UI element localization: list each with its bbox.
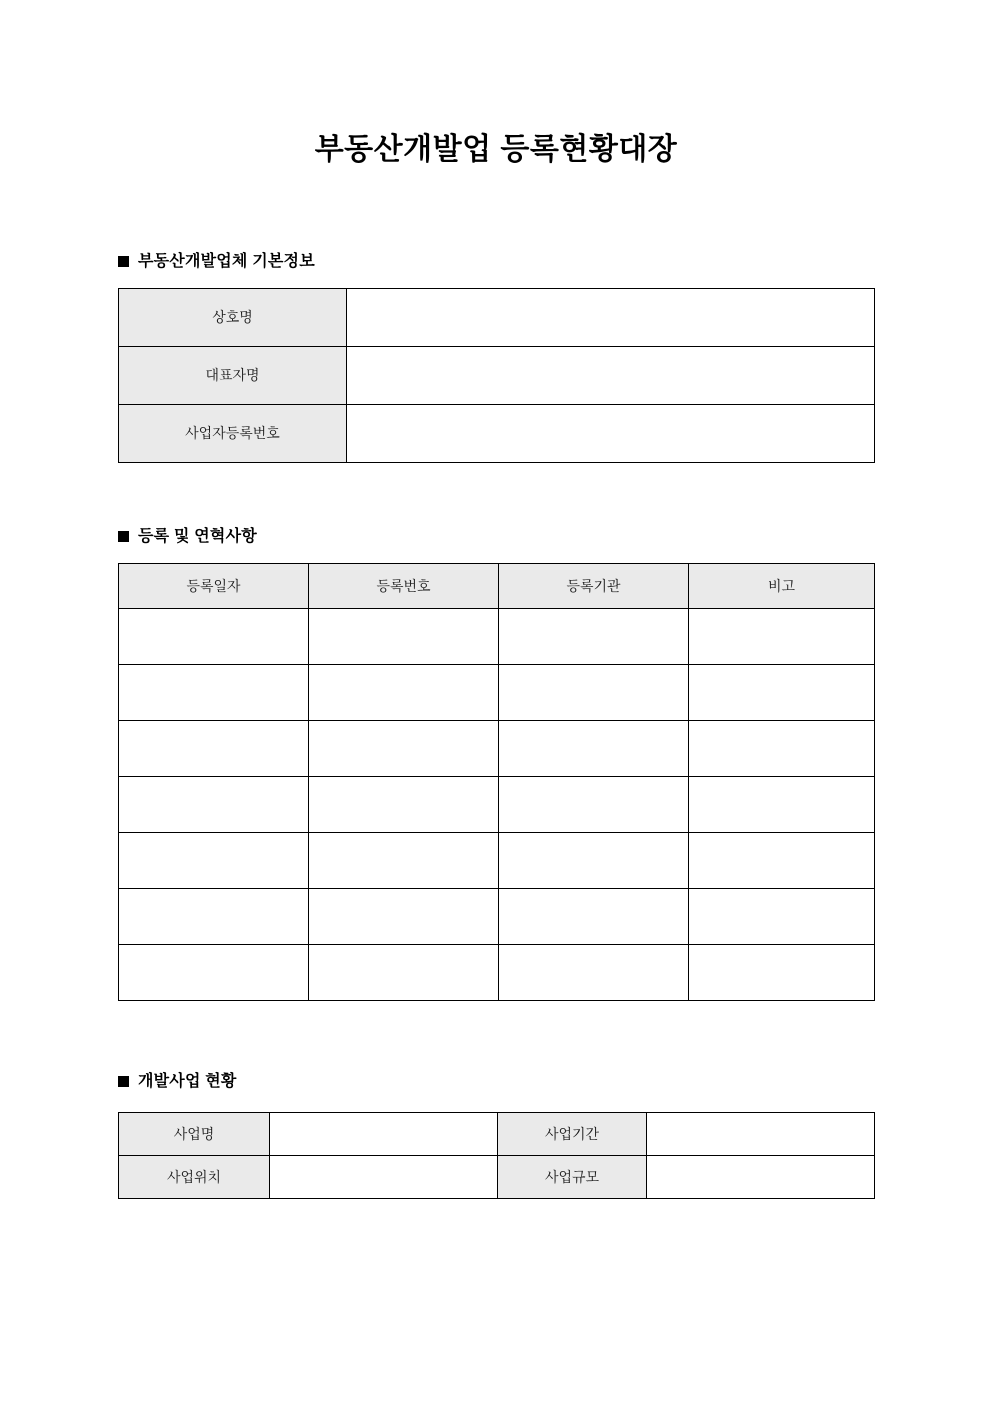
cell-remarks[interactable] <box>689 777 875 833</box>
cell-registration-number[interactable] <box>309 945 499 1001</box>
square-bullet-icon <box>118 531 129 542</box>
table-row <box>119 833 875 889</box>
cell-registration-number[interactable] <box>309 609 499 665</box>
cell-remarks[interactable] <box>689 889 875 945</box>
section-heading-basic-info-label: 부동산개발업체 기본정보 <box>138 253 315 270</box>
cell-registration-number[interactable] <box>309 889 499 945</box>
cell-remarks[interactable] <box>689 609 875 665</box>
field-value-project-scale[interactable] <box>647 1156 875 1199</box>
field-value-business-registration-number[interactable] <box>347 405 875 463</box>
table-row <box>119 609 875 665</box>
table-row <box>119 1113 875 1156</box>
cell-registration-date[interactable] <box>119 777 309 833</box>
field-value-project-period[interactable] <box>647 1113 875 1156</box>
cell-remarks[interactable] <box>689 721 875 777</box>
column-header-remarks: 비고 <box>689 564 875 609</box>
cell-remarks[interactable] <box>689 665 875 721</box>
table-row <box>119 777 875 833</box>
cell-registration-agency[interactable] <box>499 833 689 889</box>
table-row <box>119 665 875 721</box>
cell-registration-number[interactable] <box>309 721 499 777</box>
cell-registration-date[interactable] <box>119 609 309 665</box>
cell-remarks[interactable] <box>689 833 875 889</box>
cell-registration-agency[interactable] <box>499 945 689 1001</box>
column-header-registration-agency: 등록기관 <box>499 564 689 609</box>
section-heading-registration-history <box>118 527 257 546</box>
square-bullet-icon <box>118 1076 129 1087</box>
cell-registration-agency[interactable] <box>499 665 689 721</box>
basic-info-table <box>118 288 875 463</box>
cell-registration-date[interactable] <box>119 945 309 1001</box>
table-header-row <box>119 564 875 609</box>
table-row <box>119 405 875 463</box>
column-header-registration-date: 등록일자 <box>119 564 309 609</box>
cell-registration-date[interactable] <box>119 665 309 721</box>
section-heading-project-status <box>118 1072 237 1091</box>
cell-registration-date[interactable] <box>119 721 309 777</box>
field-label-project-period: 사업기간 <box>498 1113 647 1156</box>
table-row <box>119 945 875 1001</box>
cell-remarks[interactable] <box>689 945 875 1001</box>
table-row <box>119 889 875 945</box>
field-label-project-location: 사업위치 <box>119 1156 270 1199</box>
field-label-business-registration-number: 사업자등록번호 <box>119 405 347 463</box>
cell-registration-date[interactable] <box>119 833 309 889</box>
page-title: 부동산개발업 등록현황대장 <box>314 133 678 166</box>
table-row <box>119 289 875 347</box>
section-heading-registration-history-label: 등록 및 연혁사항 <box>138 528 257 545</box>
table-row <box>119 721 875 777</box>
column-header-registration-number: 등록번호 <box>309 564 499 609</box>
field-label-project-scale: 사업규모 <box>498 1156 647 1199</box>
cell-registration-agency[interactable] <box>499 609 689 665</box>
section-heading-basic-info <box>118 252 315 271</box>
project-status-table <box>118 1112 875 1199</box>
table-row <box>119 347 875 405</box>
square-bullet-icon <box>118 256 129 267</box>
registration-history-table <box>118 563 875 1001</box>
field-label-representative-name: 대표자명 <box>119 347 347 405</box>
section-heading-project-status-label: 개발사업 현황 <box>138 1073 237 1090</box>
field-value-company-name[interactable] <box>347 289 875 347</box>
field-value-representative-name[interactable] <box>347 347 875 405</box>
cell-registration-agency[interactable] <box>499 777 689 833</box>
cell-registration-number[interactable] <box>309 665 499 721</box>
field-value-project-location[interactable] <box>270 1156 498 1199</box>
table-row <box>119 1156 875 1199</box>
cell-registration-date[interactable] <box>119 889 309 945</box>
field-label-company-name: 상호명 <box>119 289 347 347</box>
field-value-project-name[interactable] <box>270 1113 498 1156</box>
cell-registration-agency[interactable] <box>499 721 689 777</box>
field-label-project-name: 사업명 <box>119 1113 270 1156</box>
cell-registration-number[interactable] <box>309 833 499 889</box>
cell-registration-agency[interactable] <box>499 889 689 945</box>
cell-registration-number[interactable] <box>309 777 499 833</box>
